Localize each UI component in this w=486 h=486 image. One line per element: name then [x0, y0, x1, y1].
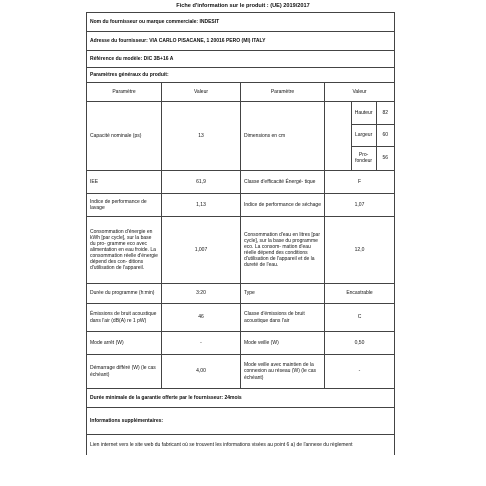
additional-info-title: Informations supplémentaires: — [87, 408, 395, 435]
col-header-param1: Paramètre — [87, 83, 162, 102]
warranty-value: 24mois — [224, 394, 242, 401]
iee-row — [87, 171, 395, 194]
depth-value: 56 — [376, 146, 394, 170]
wash-perf-label: Indice de performance de lavage — [87, 194, 162, 217]
delay-start-label: Démarrage différé (W) (le cas échéant) — [87, 355, 162, 389]
capacity-label: Capacité nominale (ps) — [87, 102, 162, 171]
standby-label: Mode veille (W) — [241, 332, 325, 355]
additional-info-row — [87, 408, 395, 435]
noise-value: 46 — [162, 304, 241, 332]
general-params-row — [87, 68, 395, 83]
water-value: 12,0 — [325, 217, 395, 284]
duration-row — [87, 284, 395, 304]
delay-start-value: 4,00 — [162, 355, 241, 389]
off-mode-label: Mode arrêt (W) — [87, 332, 162, 355]
wash-perf-value: 1,13 — [162, 194, 241, 217]
weblink-row — [87, 435, 395, 455]
warranty-row — [87, 389, 395, 408]
water-label: Consommation d'eau en litres [par cycle], sur la base du programme eco. La consom- mation d'eau réelle dépend des conditions d'utilisation de l'appareil et de la dureté de l'eau. — [241, 217, 325, 284]
duration-value: 3:20 — [162, 284, 241, 304]
standby-value: 0,50 — [325, 332, 395, 355]
noise-label: Émissions de bruit acoustique dans l'air (dB(A) re 1 pW) — [87, 304, 162, 332]
supplier-label: Nom du fournisseur ou marque commerciale: — [90, 18, 199, 25]
energy-label: Consommation d'énergie en kWh [par cycle], sur la base du pro- gramme eco avec alimentation en eau froide. La consommation réelle d'énergie dépend des con- ditions d'utilisation de l'appareil. — [87, 217, 162, 284]
performance-row — [87, 194, 395, 217]
height-label: Hauteur — [351, 102, 376, 124]
dry-perf-value: 1,07 — [325, 194, 395, 217]
type-value: Encastrable — [325, 284, 395, 304]
col-header-param2: Paramètre — [241, 83, 325, 102]
type-label: Type — [241, 284, 325, 304]
column-header-row — [87, 83, 395, 102]
weblink-text: Lien internet vers le site web du fabricant où se trouvent les informations visées au point 6 a) de l'annexe du règlement — [87, 435, 395, 455]
width-value: 60 — [376, 124, 394, 146]
efficiency-class-value: F — [325, 171, 395, 194]
noise-class-label: Classe d'émissions de bruit acoustique dans l'air — [241, 304, 325, 332]
dimensions-subtable — [325, 102, 394, 170]
noise-row — [87, 304, 395, 332]
iee-label: IEE — [87, 171, 162, 194]
col-header-value2: Valeur — [325, 83, 395, 102]
depth-row — [325, 146, 394, 170]
networked-standby-value: - — [325, 355, 395, 389]
energy-value: 1,007 — [162, 217, 241, 284]
col-header-value1: Valeur — [162, 83, 241, 102]
power-mode-row — [87, 332, 395, 355]
dry-perf-label: Indice de performance de séchage — [241, 194, 325, 217]
noise-class-value: C — [325, 304, 395, 332]
off-mode-value: - — [162, 332, 241, 355]
model-label: Référence du modèle: — [90, 55, 143, 62]
efficiency-class-label: Classe d'efficacité Énergé- tique — [241, 171, 325, 194]
model-row — [87, 51, 395, 68]
consumption-row — [87, 217, 395, 284]
address-row — [87, 32, 395, 51]
general-params-title: Paramètres généraux du produit: — [87, 68, 395, 83]
supplier-row — [87, 13, 395, 32]
dimensions-values — [325, 102, 395, 171]
address-value: VIA CARLO PISACANE, 1 20016 PERO (MI) ITALY — [149, 37, 266, 44]
document-title: Fiche d'information sur le produit : (UE) 2019/2017 — [176, 3, 310, 9]
height-row — [325, 102, 394, 124]
address-label: Adresse du fournisseur: — [90, 37, 148, 44]
capacity-dimensions-row — [87, 102, 395, 171]
height-value: 82 — [376, 102, 394, 124]
duration-label: Durée du programme (h:min) — [87, 284, 162, 304]
capacity-value: 13 — [162, 102, 241, 171]
dimensions-label: Dimensions en cm — [241, 102, 325, 171]
supplier-value: INDESIT — [199, 18, 220, 25]
networked-standby-label: Mode veille avec maintien de la connexion au réseau (W) (le cas échéant) — [241, 355, 325, 389]
product-information-table — [86, 12, 395, 455]
delay-start-row — [87, 355, 395, 389]
width-row — [325, 124, 394, 146]
warranty-label: Durée minimale de la garantie offerte par le fournisseur: — [90, 394, 224, 401]
depth-label: Pro- fondeur — [351, 146, 376, 170]
iee-value: 61,9 — [162, 171, 241, 194]
width-label: Largeur — [351, 124, 376, 146]
model-value: DIC 3B+16 A — [143, 55, 174, 62]
